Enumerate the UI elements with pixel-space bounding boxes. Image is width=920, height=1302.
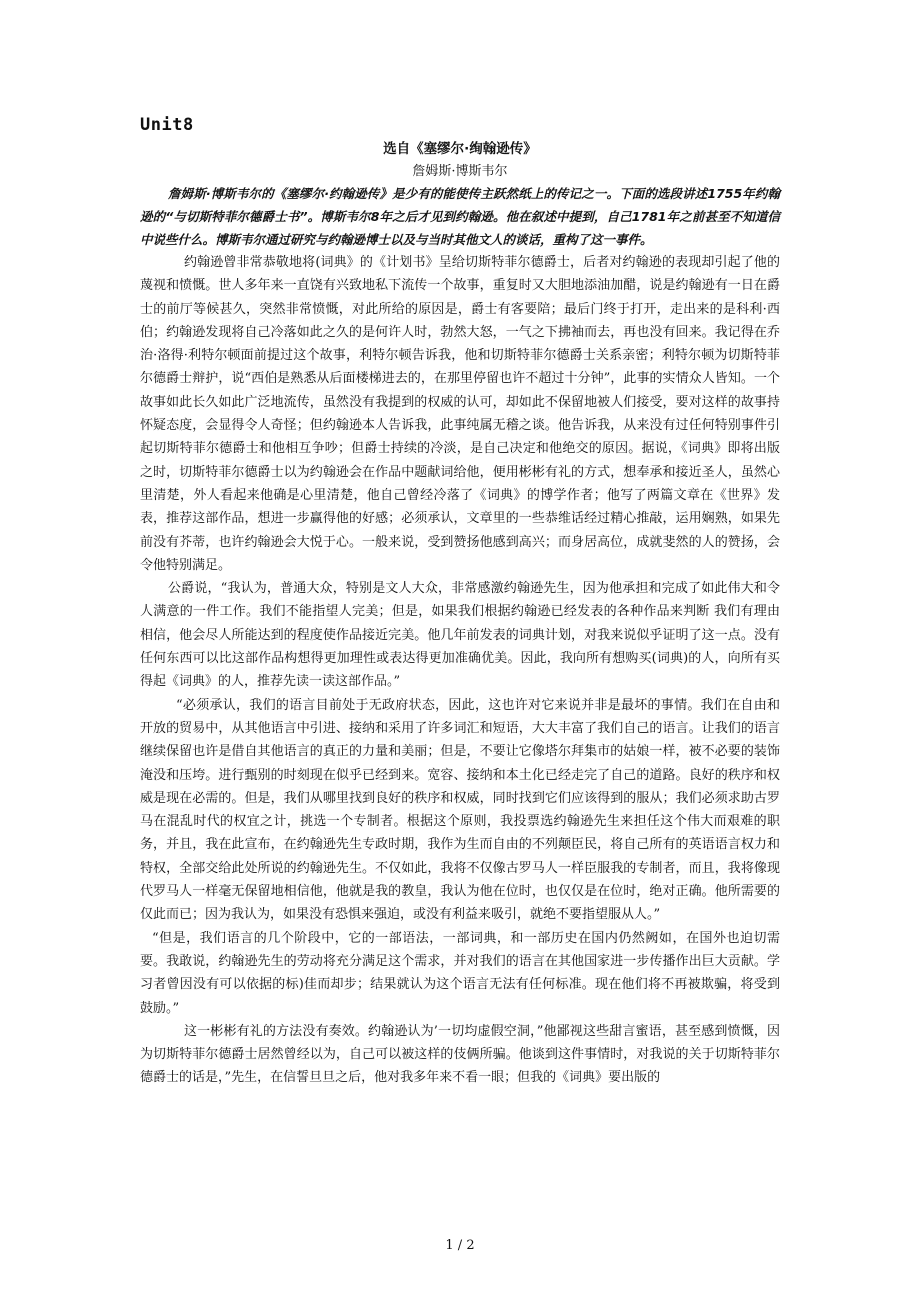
body-paragraph: 这一彬彬有礼的方法没有奏效。约翰逊认为’一切均虚假空洞，”他鄙视这些甜言蜜语，甚至感到愤慨，因为切斯特菲尔德爵士居然曾经以为，自己可以被这样的伎俩所骗。他谈到这件事情时，对我说的关于切斯特菲尔德爵士的话是，”先生，在信誓旦旦之后，他对我多年来不看一眼；但我的《词典》要出版的 (140, 1023, 780, 1086)
unit-heading: Unit8 (140, 115, 194, 135)
body-paragraph: “但是，我们语言的几个阶段中，它的一部语法，一部词典，和一部历史在国内仍然阙如，在国外也迫切需要。我敢说，约翰逊先生的劳动将充分满足这个需求，并对我们的语言在其他国家进一步传播作出巨大贡献。学习者曾因没有可以依据的标)佳而却步；结果就认为这个语言无法有任何标准。现在他们将不再被欺骗，将受到鼓励。” (140, 930, 780, 1016)
body-paragraph: 约翰逊曾非常恭敬地将(词典》的《计划书》呈给切斯特菲尔德爵士，后者对约翰逊的表现却引起了他的蔑视和愤慨。世人多年来一直饶有兴致地私下流传一个故事，重复时又大胆地添油加醋，说是约翰逊有一日在爵士的前厅等候甚久，突然非常愤慨，对此所给的原因是，爵士有客要陪；最后门终于打开，走出来的是科利·西伯；约翰逊发现将自己冷落如此之久的是何许人时，勃然大怒，一气之下拂袖而去，再也没有回来。我记得在乔治·洛得·利特尔顿面前提过这个故事，利特尔顿告诉我，他和切斯特菲尔德爵士关系亲密；利特尔顿为切斯特菲尔德爵士辩护，说“西伯是熟悉从后面楼梯进去的，在那里停留也许不超过十分钟”，此事的实情众人皆知。一个故事如此长久如此广泛地流传，虽然没有我提到的权威的认可，却如此不保留地被人们接受，要对这样的故事持怀疑态度，会显得令人奇怪；但约翰逊本人告诉我，此事纯属无稽之谈。他告诉我，从来没有过任何特别事件引起切斯特菲尔德爵士和他相互争吵；但爵士持续的冷淡，是自己决定和他绝交的原因。据说，《词典》即将出版之时，切斯特菲尔德爵士以为约翰逊会在作品中题献词给他，便用彬彬有礼的方式，想奉承和接近圣人，虽然心里清楚，外人看起来他确是心里清楚，他自己曾经冷落了《词典》的博学作者；他写了两篇文章在《世界》发表，推荐这部作品，想进一步赢得他的好感；必须承认，文章里的一些恭维话经过精心推敲，运用娴熟，如果先前没有芥蒂，也许约翰逊会大悦于心。一般来说，受到赞扬他感到高兴；而身居高位，成就斐然的人的赞扬，会令他特别满足。 (140, 255, 780, 573)
author-line: 詹姆斯·博斯韦尔 (412, 164, 508, 179)
intro-paragraph: 詹姆斯·博斯韦尔的《塞缪尔·约翰逊传》是少有的能使传主跃然纸上的传记之一。下面的选段讲述1755年约翰逊的“与切斯特菲尔德爵士书”。博斯韦尔8年之后才见到约翰逊。他在叙述中提到，自己1781年之前甚至不知道信中说些什么。博斯韦尔通过研究与约翰逊博士以及与当时其他文人的谈话，重构了这一事件。 (140, 186, 780, 247)
body-paragraph: “必须承认，我们的语言目前处于无政府状态，因此，这也许对它来说并非是最坏的事情。我们在自由和开放的贸易中，从其他语言中引进、接纳和采用了许多词汇和短语，大大丰富了我们自己的语言。让我们的语言继续保留也许是借自其他语言的真正的力量和美丽；但是，不要让它像塔尔拜集市的姑娘一样，被不必要的装饰淹没和压垮。进行甄别的时刻现在似乎已经到来。宽容、接纳和本土化已经走完了自己的道路。良好的秩序和权威是现在必需的。但是，我们从哪里找到良好的秩序和权威，同时找到它们应该得到的服从；我们必须求助古罗马在混乱时代的权宜之计，挑选一个专制者。根据这个原则，我投票选约翰逊先生来担任这个伟大而艰难的职务，并且，我在此宣布，在约翰逊先生专政时期，我作为生而自由的不列颠臣民，将自己所有的英语语言权力和特权，全部交给此处所说的约翰逊先生。不仅如此，我将不仅像古罗马人一样臣服我的专制者，而且，我将像现代罗马人一样毫无保留地相信他，他就是我的教皇，我认为他在位时，也仅仅是在位时，绝对正确。他所需要的仅此而已；因为我认为，如果没有恐惧来强迫，或没有利益来吸引，就绝不要指望服从人。” (140, 697, 780, 923)
document-page (140, 114, 780, 1090)
page-number: 1 / 2 (445, 1238, 475, 1253)
body-paragraph: 公爵说，“我认为，普通大众，特别是文人大众，非常感激约翰逊先生，因为他承担和完成了如此伟大和令人满意的一件工作。我们不能指望人完美；但是，如果我们根据约翰逊已经发表的各种作品来判断 我们有理由相信，他会尽人所能达到的程度使作品接近完美。他几年前发表的词典计划，对我来说似乎证明了这一点。没有任何东西可以比这部作品构想得更加理性或表达得更加准确优美。因此，我向所有想购买(词典)的人，向所有买得起《词典》的人，推荐先读一读这部作品。” (140, 581, 780, 690)
document-title: 选自《塞缪尔·绚翰逊传》 (383, 141, 537, 157)
